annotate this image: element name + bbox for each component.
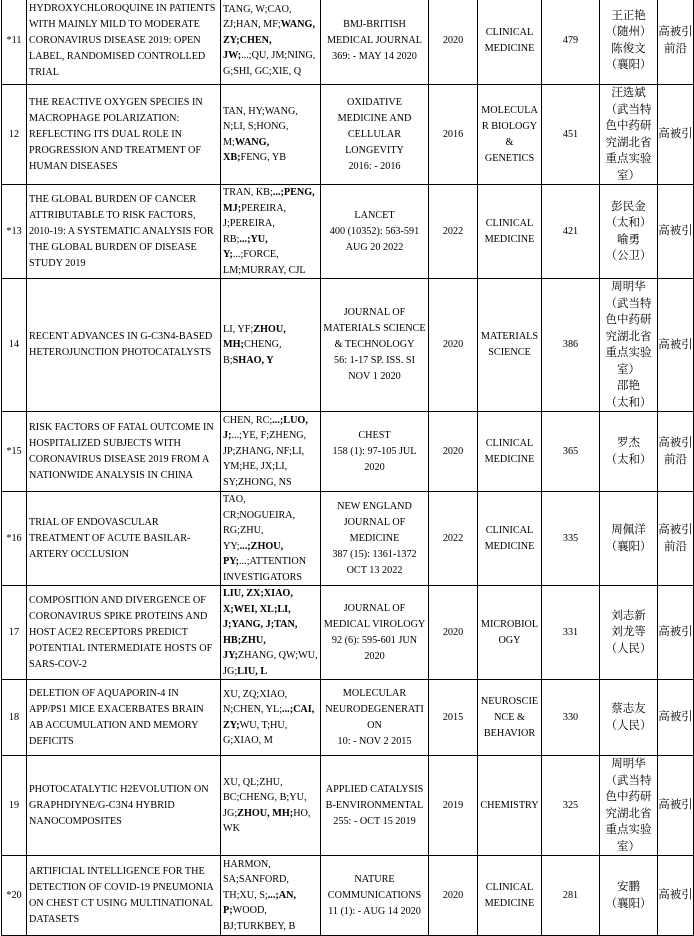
journal-source: JOURNAL OF MATERIALS SCIENCE & TECHNOLOGY 56: 1-17 SP. ISS. SI NOV 1 2020 [321,279,429,412]
paper-title: THE REACTIVE OXYGEN SPECIES IN MACROPHAGE POLARIZATION: REFLECTING ITS DUAL ROLE IN PROGRESSION AND TREATMENT OF HUMAN DISEASES [27,85,221,185]
highlighted-author: WANG, ZY;CHEN, JW; [223,19,315,62]
paper-tag: 高被引 前沿 [658,492,694,586]
author-affiliation: 周明华 （武当特色中药研究湖北省重点实验室） [600,756,658,856]
citation-count: 281 [542,856,600,936]
paper-authors [221,0,321,85]
subject-category: CHEMISTRY [478,756,542,856]
publication-year: 2020 [429,856,478,936]
row-number: 12 [2,85,27,185]
paper-title: RECENT ADVANCES IN G-C3N4-BASED HETEROJUNCTION PHOTOCATALYSTS [27,279,221,412]
publication-year: 2022 [429,185,478,279]
subject-category: CLINICAL MEDICINE [478,856,542,936]
subject-category: MATERIALS SCIENCE [478,279,542,412]
row-number: 14 [2,279,27,412]
table-row [2,85,694,185]
author-text: TANG, W;CAO, ZJ;HAN, MF; [223,3,292,31]
paper-title: THE GLOBAL BURDEN OF CANCER ATTRIBUTABLE TO RISK FACTORS, 2010-19: A SYSTEMATIC ANALYSIS FOR THE GLOBAL BURDEN OF DISEASE STUDY 2019 [27,185,221,279]
paper-tag: 高被引 [658,185,694,279]
table-row [2,680,694,756]
row-number: *15 [2,412,27,492]
highlighted-author: LIU, L [237,665,268,677]
paper-tag: 高被引 前沿 [658,412,694,492]
paper-tag: 高被引 [658,856,694,936]
author-affiliation: 彭民金 （太和） 喻勇 （公卫） [600,185,658,279]
paper-authors [221,756,321,856]
author-text: HO, WK [223,807,311,834]
row-number: *13 [2,185,27,279]
author-text: ...;YE, F;ZHENG, JP;ZHANG, NF;LI, YM;HE, JX;LI, SY;ZHONG, NS [223,430,307,488]
journal-source: MOLECULAR NEURODEGENERATION 10: - NOV 2 2015 [321,680,429,756]
journal-source: APPLIED CATALYSIS B-ENVIRONMENTAL 255: - OCT 15 2019 [321,756,429,856]
publication-year: 2015 [429,680,478,756]
highly-cited-papers-table [1,0,694,936]
citation-count: 335 [542,492,600,586]
subject-category: CLINICAL MEDICINE [478,492,542,586]
row-number: *11 [2,0,27,85]
paper-tag: 高被引 [658,85,694,185]
publication-year: 2020 [429,279,478,412]
table-row [2,756,694,856]
subject-category: NEUROSCIENCE & BEHAVIOR [478,680,542,756]
highlighted-author: ...;ZHOU, PY; [223,540,284,567]
author-text: TAN, HY;WANG, N;LI, S;HONG, M; [223,105,298,148]
author-affiliation: 刘志新 刘龙等 （人民） [600,586,658,680]
publication-year: 2020 [429,412,478,492]
paper-authors [221,412,321,492]
author-text: CHEN, RC; [223,414,273,426]
highlighted-author: WANG, XB; [223,136,270,163]
paper-authors [221,85,321,185]
journal-source: LANCET 400 (10352): 563-591 AUG 20 2022 [321,185,429,279]
author-affiliation: 罗杰 （太和） [600,412,658,492]
citation-count: 330 [542,680,600,756]
author-text: WOOD, BJ;TURKBEY, B [223,905,296,932]
journal-source: CHEST 158 (1): 97-105 JUL 2020 [321,412,429,492]
publication-year: 2020 [429,586,478,680]
paper-title: COMPOSITION AND DIVERGENCE OF CORONAVIRUS SPIKE PROTEINS AND HOST ACE2 RECEPTORS PREDICT POTENTIAL INTERMEDIATE HOSTS OF SARS-COV-2 [27,586,221,680]
author-text: TAO, CR;NOGUEIRA, RG;ZHU, YY; [223,494,296,552]
journal-source: BMJ-BRITISH MEDICAL JOURNAL 369: - MAY 14 2020 [321,0,429,85]
highlighted-author: ...;PENG, MJ; [223,187,315,214]
paper-authors [221,586,321,680]
paper-title: PHOTOCATALYTIC H2EVOLUTION ON GRAPHDIYNE/G-C3N4 HYBRID NANOCOMPOSITES [27,756,221,856]
subject-category: CLINICAL MEDICINE [478,185,542,279]
table-row [2,0,694,85]
highlighted-author: ...;LUO, J; [223,414,308,442]
paper-authors [221,492,321,586]
publication-year: 2016 [429,85,478,185]
paper-tag: 高被引 [658,586,694,680]
author-text: TRAN, KB; [223,187,273,198]
paper-tag: 高被引 [658,279,694,412]
journal-source: OXIDATIVE MEDICINE AND CELLULAR LONGEVITY 2016: - 2016 [321,85,429,185]
publication-year: 2019 [429,756,478,856]
citation-count: 386 [542,279,600,412]
paper-authors [221,680,321,756]
row-number: *20 [2,856,27,936]
author-text: ...;QU, JM;NING, G;SHI, GC;XIE, Q [223,50,316,77]
author-text: PEREIRA, J;PEREIRA, RB; [223,202,287,245]
publication-year: 2020 [429,0,478,85]
table-row [2,412,694,492]
author-text: ...;ATTENTION INVESTIGATORS [223,556,307,583]
author-affiliation: 王正艳 （随州） 陈俊文 （襄阳） [600,0,658,85]
citation-count: 451 [542,85,600,185]
highlighted-author: ...;YU, Y; [223,233,268,260]
paper-title: ARTIFICIAL INTELLIGENCE FOR THE DETECTION OF COVID-19 PNEUMONIA ON CHEST CT USING MULTINATIONAL DATASETS [27,856,221,936]
row-number: 17 [2,586,27,680]
citation-count: 479 [542,0,600,85]
citation-count: 331 [542,586,600,680]
paper-title: TRIAL OF ENDOVASCULAR TREATMENT OF ACUTE BASILAR-ARTERY OCCLUSION [27,492,221,586]
author-text: FENG, YB [240,152,287,163]
author-text: ...;FORCE, LM;MURRAY, CJL [223,249,306,276]
highlighted-author: ZHOU, MH; [223,323,286,351]
table-row [2,492,694,586]
highlighted-author: LIU, ZX;XIAO, X;WEI, XL;LI, J;YANG, J;TAN, HB;ZHU, JY; [223,588,298,661]
author-text: LI, YF; [223,323,254,335]
journal-source: NEW ENGLAND JOURNAL OF MEDICINE 387 (15): 1361-1372 OCT 13 2022 [321,492,429,586]
author-affiliation: 汪选斌 （武当特色中药研究湖北省重点实验室） [600,85,658,185]
citation-count: 421 [542,185,600,279]
author-text: ZHANG, QW;WU, JG; [223,650,318,677]
paper-authors [221,279,321,412]
row-number: 19 [2,756,27,856]
table-body [2,0,694,936]
subject-category: MICROBIOLOGY [478,586,542,680]
paper-tag: 高被引 [658,756,694,856]
subject-category: CLINICAL MEDICINE [478,0,542,85]
author-text: WU, T;HU, G;XIAO, M [223,719,288,746]
journal-source: JOURNAL OF MEDICAL VIROLOGY 92 (6): 595-601 JUN 2020 [321,586,429,680]
author-text: XU, ZQ;XIAO, N;CHEN, YL; [223,688,288,715]
paper-title: DELETION OF AQUAPORIN-4 IN APP/PS1 MICE EXACERBATES BRAIN AB ACCUMULATION AND MEMORY DEFICITS [27,680,221,756]
author-affiliation: 蔡志友 （人民） [600,680,658,756]
author-affiliation: 周佩洋 （襄阳） [600,492,658,586]
paper-title: HYDROXYCHLOROQUINE IN PATIENTS WITH MAINLY MILD TO MODERATE CORONAVIRUS DISEASE 2019: OPEN LABEL, RANDOMISED CONTROLLED TRIAL [27,0,221,85]
journal-source: NATURE COMMUNICATIONS 11 (1): - AUG 14 2020 [321,856,429,936]
author-text: XU, QL;ZHU, BC;CHENG, B;YU, JG; [223,776,307,819]
citation-count: 325 [542,756,600,856]
highlighted-author: ...;AN, P; [223,889,297,917]
highlighted-author: ...;CAI, ZY; [223,704,315,731]
publication-year: 2022 [429,492,478,586]
table-row [2,185,694,279]
highlighted-author: ZHOU, MH; [237,807,294,819]
author-text: HARMON, SA;SANFORD, TH;XU, S; [223,858,289,901]
author-text: CHENG, B; [223,339,282,366]
paper-tag: 高被引 前沿 [658,0,694,85]
paper-authors [221,185,321,279]
subject-category: MOLECULAR BIOLOGY & GENETICS [478,85,542,185]
row-number: *16 [2,492,27,586]
citation-count: 365 [542,412,600,492]
table-row [2,279,694,412]
subject-category: CLINICAL MEDICINE [478,412,542,492]
paper-title: RISK FACTORS OF FATAL OUTCOME IN HOSPITALIZED SUBJECTS WITH CORONAVIRUS DISEASE 2019 FROM A NATIONWIDE ANALYSIS IN CHINA [27,412,221,492]
row-number: 18 [2,680,27,756]
table-row [2,586,694,680]
author-affiliation: 安鹏 （襄阳） [600,856,658,936]
paper-tag: 高被引 [658,680,694,756]
author-affiliation: 周明华 （武当特色中药研究湖北省重点实验室） 邵艳 （太和） [600,279,658,412]
highlighted-author: SHAO, Y [232,354,274,366]
